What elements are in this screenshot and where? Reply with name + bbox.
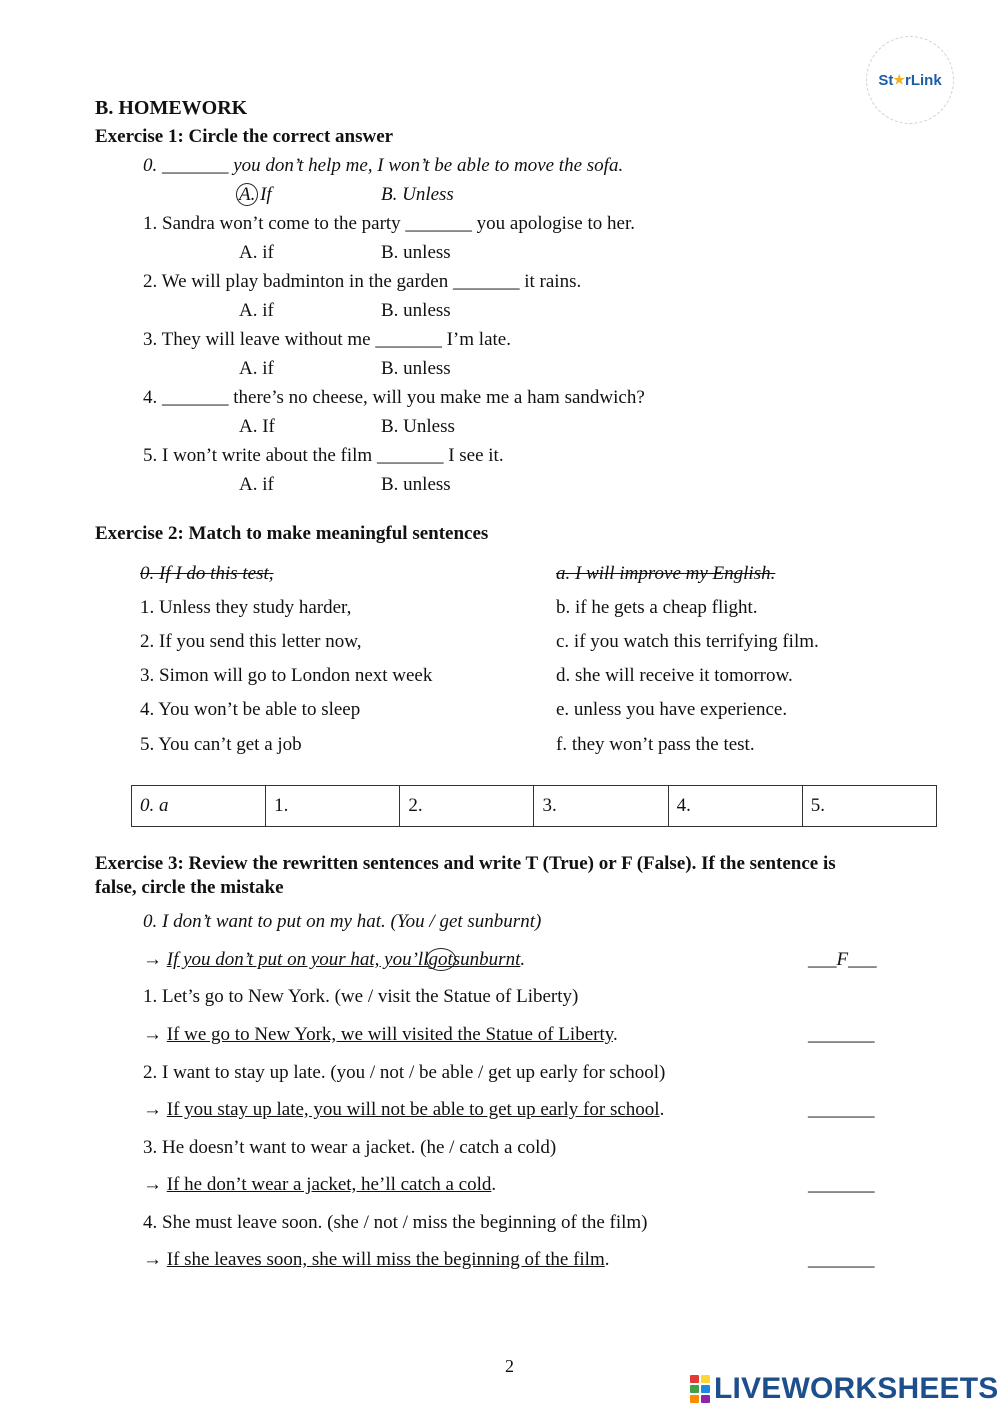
ex1-example-option-a-text: If bbox=[260, 184, 272, 205]
ex2-left-item: 1. Unless they study harder, bbox=[140, 597, 352, 618]
ex3-rewrite-text[interactable]: If he don’t wear a jacket, he’ll catch a cold bbox=[166, 1174, 492, 1195]
ex3-answer-blank[interactable]: _______ bbox=[808, 1174, 875, 1195]
ex2-left-item: 2. If you send this letter now, bbox=[140, 631, 362, 652]
ex3-prompt: 2. I want to stay up late. (you / not / be able / get up early for school) bbox=[143, 1062, 666, 1083]
ex2-right-example: a. I will improve my English. bbox=[556, 563, 776, 584]
ex2-answer-table bbox=[131, 785, 937, 827]
exercise-1-title: Exercise 1: Circle the correct answer bbox=[95, 126, 394, 147]
ex2-right-item: f. they won’t pass the test. bbox=[556, 734, 755, 755]
ex2-right-item: d. she will receive it tomorrow. bbox=[556, 665, 793, 686]
ex1-option-b[interactable]: B. unless bbox=[381, 300, 451, 321]
arrow-icon: → bbox=[143, 1249, 162, 1270]
circled-mistake: got bbox=[426, 948, 456, 971]
ex1-example-question: 0. _______ you don’t help me, I won’t be able to move the sofa. bbox=[143, 155, 624, 176]
arrow-icon: → bbox=[143, 1174, 162, 1195]
ex3-rewrite[interactable] bbox=[143, 1249, 609, 1271]
ex3-example-rewrite bbox=[143, 949, 525, 971]
ex3-answer-blank[interactable]: _______ bbox=[808, 1024, 875, 1045]
ex1-question: 4. _______ there’s no cheese, will you make me a ham sandwich? bbox=[143, 387, 645, 408]
circled-answer: A. bbox=[236, 183, 258, 206]
icon-swatch bbox=[701, 1385, 710, 1393]
ex1-option-a[interactable]: A. if bbox=[239, 242, 274, 263]
ex2-left-item: 5. You can’t get a job bbox=[140, 734, 302, 755]
ex3-rewrite[interactable] bbox=[143, 1099, 664, 1121]
ex3-period: . bbox=[613, 1024, 618, 1045]
arrow-icon: → bbox=[143, 1099, 162, 1120]
ex3-period: . bbox=[604, 1249, 610, 1270]
exercise-3-title-line1: Exercise 3: Review the rewritten sentences and write T (True) or F (False). If the sentence is bbox=[95, 853, 836, 874]
ex1-question: 2. We will play badminton in the garden _______ it rains. bbox=[143, 271, 582, 292]
ex1-option-a[interactable]: A. if bbox=[239, 300, 274, 321]
answer-cell[interactable]: 4. bbox=[668, 786, 802, 827]
icon-swatch bbox=[701, 1395, 710, 1403]
ex3-answer-blank[interactable]: _______ bbox=[808, 1099, 875, 1120]
ex1-question: 3. They will leave without me _______ I’m late. bbox=[143, 329, 511, 350]
ex3-example-period: . bbox=[520, 949, 526, 970]
answer-cell[interactable]: 5. bbox=[802, 786, 936, 827]
ex1-option-a[interactable]: A. if bbox=[239, 474, 274, 495]
ex2-left-item: 3. Simon will go to London next week bbox=[140, 665, 433, 686]
ex1-option-b[interactable]: B. unless bbox=[381, 242, 451, 263]
ex3-prompt: 3. He doesn’t want to wear a jacket. (he / catch a cold) bbox=[143, 1137, 557, 1158]
ex3-answer-blank[interactable]: _______ bbox=[808, 1249, 875, 1270]
ex1-question: 5. I won’t write about the film _______ I see it. bbox=[143, 445, 504, 466]
ex1-option-b[interactable]: B. Unless bbox=[381, 416, 455, 437]
ex1-example-option-b: B. Unless bbox=[381, 184, 454, 205]
ex1-example-option-a bbox=[239, 184, 272, 206]
icon-swatch bbox=[690, 1385, 699, 1393]
ex3-prompt: 1. Let’s go to New York. (we / visit the Statue of Liberty) bbox=[143, 986, 579, 1007]
ex2-left-item: 4. You won’t be able to sleep bbox=[140, 699, 361, 720]
answer-cell[interactable]: 1. bbox=[266, 786, 400, 827]
ex1-option-b[interactable]: B. unless bbox=[381, 358, 451, 379]
ex2-right-item: b. if he gets a cheap flight. bbox=[556, 597, 758, 618]
ex3-example-rewrite-after: sunburnt bbox=[452, 949, 521, 970]
ex3-prompt: 4. She must leave soon. (she / not / miss the beginning of the film) bbox=[143, 1212, 648, 1233]
exercise-3-title-line2: false, circle the mistake bbox=[95, 877, 284, 898]
ex1-question: 1. Sandra won’t come to the party _______ you apologise to her. bbox=[143, 213, 635, 234]
section-title: B. HOMEWORK bbox=[95, 97, 248, 119]
logo-text-link: rLink bbox=[904, 71, 942, 89]
ex2-right-item: c. if you watch this terrifying film. bbox=[556, 631, 819, 652]
arrow-icon: → bbox=[143, 1024, 162, 1045]
liveworksheets-wordmark: LIVEWORKSHEETS bbox=[714, 1372, 999, 1405]
ex3-period: . bbox=[659, 1099, 665, 1120]
ex3-rewrite[interactable] bbox=[143, 1174, 496, 1196]
exercise-2-title: Exercise 2: Match to make meaningful sentences bbox=[95, 523, 489, 544]
liveworksheets-logo bbox=[690, 1372, 999, 1406]
ex3-rewrite-text[interactable]: If you stay up late, you will not be able to get up early for school bbox=[166, 1099, 660, 1120]
answer-cell[interactable]: 3. bbox=[534, 786, 668, 827]
ex3-rewrite-text[interactable]: If she leaves soon, she will miss the beginning of the film bbox=[166, 1249, 605, 1270]
ex1-option-a[interactable]: A. If bbox=[239, 416, 275, 437]
logo-text-st: St bbox=[878, 71, 894, 89]
ex2-left-example: 0. If I do this test, bbox=[140, 563, 274, 584]
arrow-icon: → bbox=[143, 949, 162, 970]
ex3-example-answer: ___F___ bbox=[808, 949, 877, 970]
ex3-example-rewrite-before: If you don’t put on your hat, you’ll bbox=[166, 949, 429, 970]
liveworksheets-icon bbox=[690, 1375, 710, 1403]
ex3-rewrite[interactable] bbox=[143, 1024, 618, 1046]
icon-swatch bbox=[701, 1375, 710, 1383]
answer-cell[interactable]: 2. bbox=[400, 786, 534, 827]
starlink-logo bbox=[866, 36, 954, 124]
ex3-example-prompt: 0. I don’t want to put on my hat. (You / get sunburnt) bbox=[143, 911, 542, 932]
icon-swatch bbox=[690, 1395, 699, 1403]
ex3-rewrite-text[interactable]: If we go to New York, we will visited the Statue of Liberty bbox=[166, 1024, 613, 1045]
ex2-right-item: e. unless you have experience. bbox=[556, 699, 788, 720]
icon-swatch bbox=[690, 1375, 699, 1383]
star-icon: ★ bbox=[893, 72, 905, 87]
ex1-option-a[interactable]: A. if bbox=[239, 358, 274, 379]
ex1-option-b[interactable]: B. unless bbox=[381, 474, 451, 495]
answer-cell-example: 0. a bbox=[132, 786, 266, 827]
page-number: 2 bbox=[505, 1356, 514, 1376]
ex3-period: . bbox=[491, 1174, 497, 1195]
